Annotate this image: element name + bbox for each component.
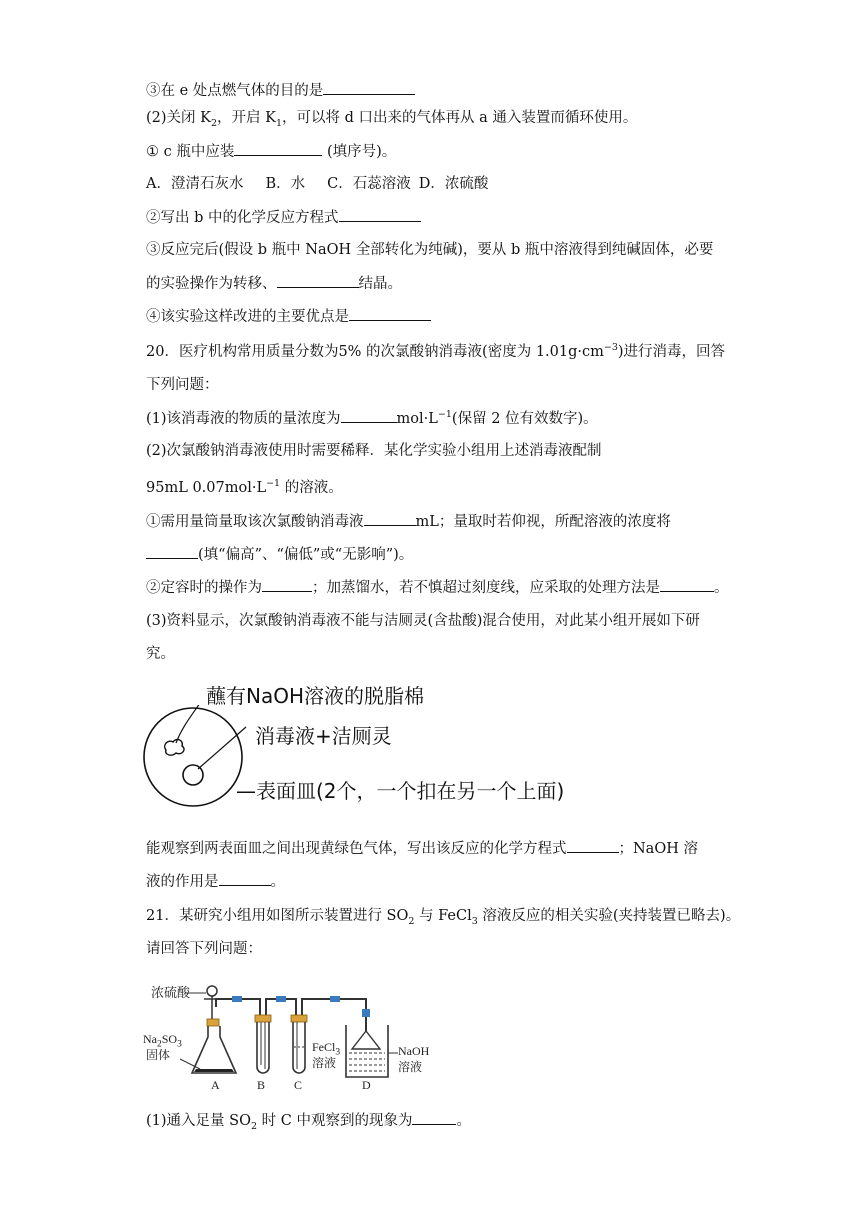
tube-B-stopper <box>255 1015 271 1022</box>
options-line <box>146 174 510 194</box>
option-a: A．澄清石灰水 <box>146 176 244 192</box>
label-fecl3: FeCl$_3$ <box>312 1040 341 1058</box>
question-line: 液的作用是 。 <box>146 871 285 892</box>
question-line: 请回答下列问题： <box>146 941 262 957</box>
answer-blank <box>277 273 359 288</box>
answer-blank <box>323 80 415 95</box>
question-line: (填“偏高”、“偏低”或“无影响”)。 <box>146 544 413 565</box>
answer-blank <box>234 141 322 156</box>
question-20-heading: 20．医疗机构常用质量分数为5% 的次氯酸钠消毒液(密度为 $1.01g\cdot cm^{-3}$)进行消毒，回答 <box>146 342 726 360</box>
label-cotton: 蘸有NaOH溶液的脱脂棉 <box>206 684 424 708</box>
label-acid: 浓硫酸 <box>151 985 191 1000</box>
question-line: ③反应完后(假设 b 瓶中 NaOH 全部转化为纯碱)，要从 b 瓶中溶液得到纯碱固体，必要 <box>146 242 714 258</box>
answer-blank <box>364 511 416 526</box>
flask-stopper <box>207 1019 219 1026</box>
question-line: 的实验操作为转移、 结晶。 <box>146 273 402 294</box>
answer-blank <box>219 871 271 886</box>
question-line: (2)次氯酸钠消毒液使用时需要稀释．某化学实验小组用上述消毒液配制 <box>146 443 602 459</box>
tube-connector <box>276 996 286 1002</box>
conical-flask-A <box>192 1026 236 1073</box>
label-na2so3: $Na_2SO_3$ <box>143 1032 182 1050</box>
option-d: D．浓硫酸 <box>418 176 489 192</box>
label-C: C <box>294 1078 303 1092</box>
answer-blank <box>146 544 198 559</box>
watch-glass-outer <box>144 708 242 806</box>
label-A: A <box>211 1078 220 1092</box>
test-tube-B <box>257 1022 269 1073</box>
question-line: ④该实验这样改进的主要优点是 <box>146 306 431 327</box>
label-solid: 固体 <box>146 1048 171 1062</box>
question-line: ①需用量筒量取该次氯酸钠消毒液 mL；量取时若仰视，所配溶液的浓度将 <box>146 511 671 532</box>
question-line: (1)该消毒液的物质的量浓度为 $mol\cdot L^{-1}$(保留 2 位有效数字)。 <box>146 409 598 427</box>
pointer-line-mix <box>198 727 246 769</box>
label-dish: —表面皿(2个，一个扣在另一个上面) <box>236 779 565 803</box>
label-D: D <box>362 1078 371 1092</box>
answer-blank <box>262 577 312 592</box>
question-line: ②写出 b 中的化学反应方程式 <box>146 207 421 228</box>
connecting-tube <box>302 999 366 1031</box>
answer-blank <box>349 306 431 321</box>
tube-connector <box>330 996 340 1002</box>
answer-blank <box>412 1110 456 1125</box>
cotton-blob <box>165 739 184 755</box>
answer-blank <box>341 408 397 423</box>
label-mix: 消毒液+洁厕灵 <box>255 724 392 748</box>
na2so3-solid <box>194 1069 234 1072</box>
question-line: 能观察到两表面皿之间出现黄绿色气体，写出该反应的化学方程式 ；NaOH 溶 <box>146 838 698 859</box>
tube-connector <box>362 1009 370 1017</box>
label-fecl3-solution: 溶液 <box>312 1056 337 1070</box>
question-line: (2)关闭 $K_2$，开启 $K_1$，可以将 d 口出来的气体再从 a 通入装置而循环使用。 <box>146 110 638 129</box>
inverted-funnel <box>352 1031 380 1049</box>
naoh-liquid <box>349 1053 385 1071</box>
label-naoh-solution: 溶液 <box>398 1060 423 1074</box>
label-B: B <box>257 1078 266 1092</box>
label-naoh: NaOH <box>398 1044 430 1058</box>
option-b: B．水 <box>265 176 306 192</box>
question-line: 95mL $0.07mol\cdot L^{-1}$ 的溶液。 <box>146 478 343 496</box>
tube-C-stopper <box>291 1015 307 1022</box>
tube-connector <box>232 996 242 1002</box>
question-line: 下列问题： <box>146 377 219 393</box>
answer-blank <box>660 577 714 592</box>
question-line: (1)通入足量 $SO_2$ 时 C 中观察到的现象为 。 <box>146 1110 471 1131</box>
option-c: C．石蕊溶液 <box>327 176 411 192</box>
question-21-heading: 21．某研究小组用如图所示装置进行 $SO_2$ 与 FeCl$_3$ 溶液反应的相关实验(夹持装置已略去)。 <box>146 908 741 927</box>
question-line: (3)资料显示，次氯酸钠消毒液不能与洁厕灵(含盐酸)混合使用，对此某小组开展如下研 <box>146 613 700 629</box>
answer-blank <box>567 838 619 853</box>
watch-glass-figure <box>140 705 250 815</box>
answer-blank <box>339 207 421 222</box>
question-line: ① c 瓶中应装 (填序号)。 <box>146 141 396 162</box>
question-line: ③在 e 处点燃气体的目的是 <box>146 80 415 101</box>
dropping-funnel-bulb <box>207 986 217 996</box>
dish-pointer-dash: — <box>236 779 256 803</box>
question-line: 究。 <box>146 646 175 662</box>
question-line: ②定容时的操作为 ；加蒸馏水，若不慎超过刻度线，应采取的处理方法是 。 <box>146 577 729 598</box>
